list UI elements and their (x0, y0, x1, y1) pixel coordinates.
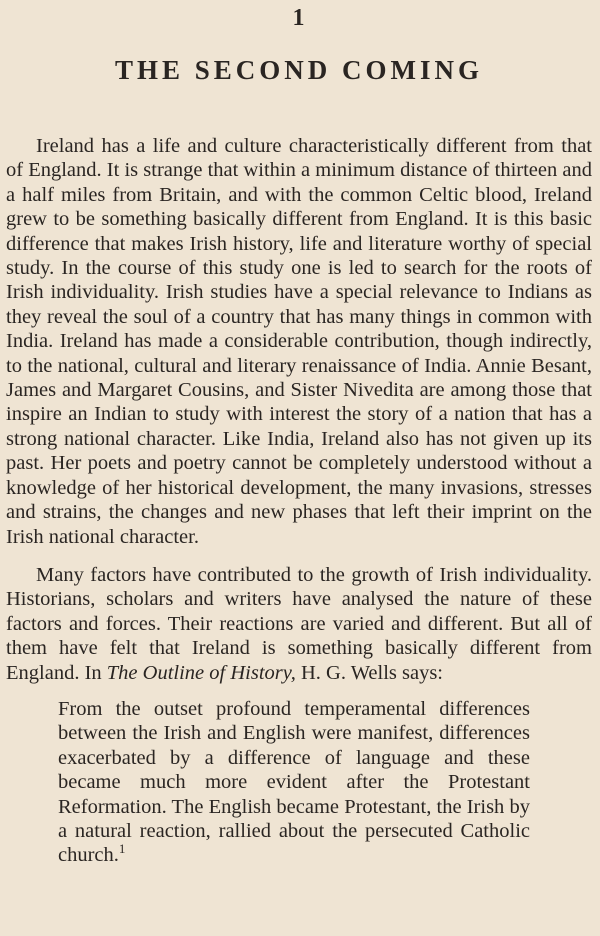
quote-text: From the outset profound temperamental differences between the Irish and English were manifest, differences exacerbated by a difference of language and these became much more evident after the Protestant Reformation. The English became Protestant, the Irish by a natural reaction, rallied about the persecuted Catholic church. (58, 697, 530, 867)
paragraph-2 (6, 563, 592, 685)
paragraph-2-text-end: H. G. Wells says: (295, 661, 444, 684)
footnote-marker: 1 (118, 841, 126, 857)
body-text (6, 134, 592, 868)
chapter-number: 1 (292, 5, 306, 31)
block-quote (58, 697, 530, 868)
paragraph-1: Ireland has a life and culture characteristically different from that of England. It is strange that within a minimum distance of thirteen and a half miles from Britain, and with the common Celtic blood, Ireland grew to be something basically different from England. It is this basic difference that makes Irish history, life and literature worthy of special study. In the course of this study one is led to search for the roots of Irish individuality. Irish studies have a special relevance to Indians as they reveal the soul of a country that has many things in common with India. Ireland has made a considerable contribution, though indirectly, to the national, cultural and literary renaissance of India. Annie Besant, James and Margaret Cousins, and Sister Nivedita are among those that inspire an Indian to study with interest the story of a nation that has a strong national character. Like India, Ireland also has not given up its past. Her poets and poetry cannot be completely understood without a knowledge of her historical development, the many invasions, stresses and strains, the changes and new phases that left their imprint on the Irish national character. (6, 135, 592, 548)
book-title-reference: The Outline of History, (106, 661, 296, 684)
chapter-title: THE SECOND COMING (114, 55, 484, 85)
paragraph-2-text: Many factors have contributed to the growth of Irish individuality. Historians, scholars and writers have analysed the nature of these factors and forces. Their reactions are varied and different. But all of them have felt that Ireland is something basically different from England. In (6, 563, 592, 684)
